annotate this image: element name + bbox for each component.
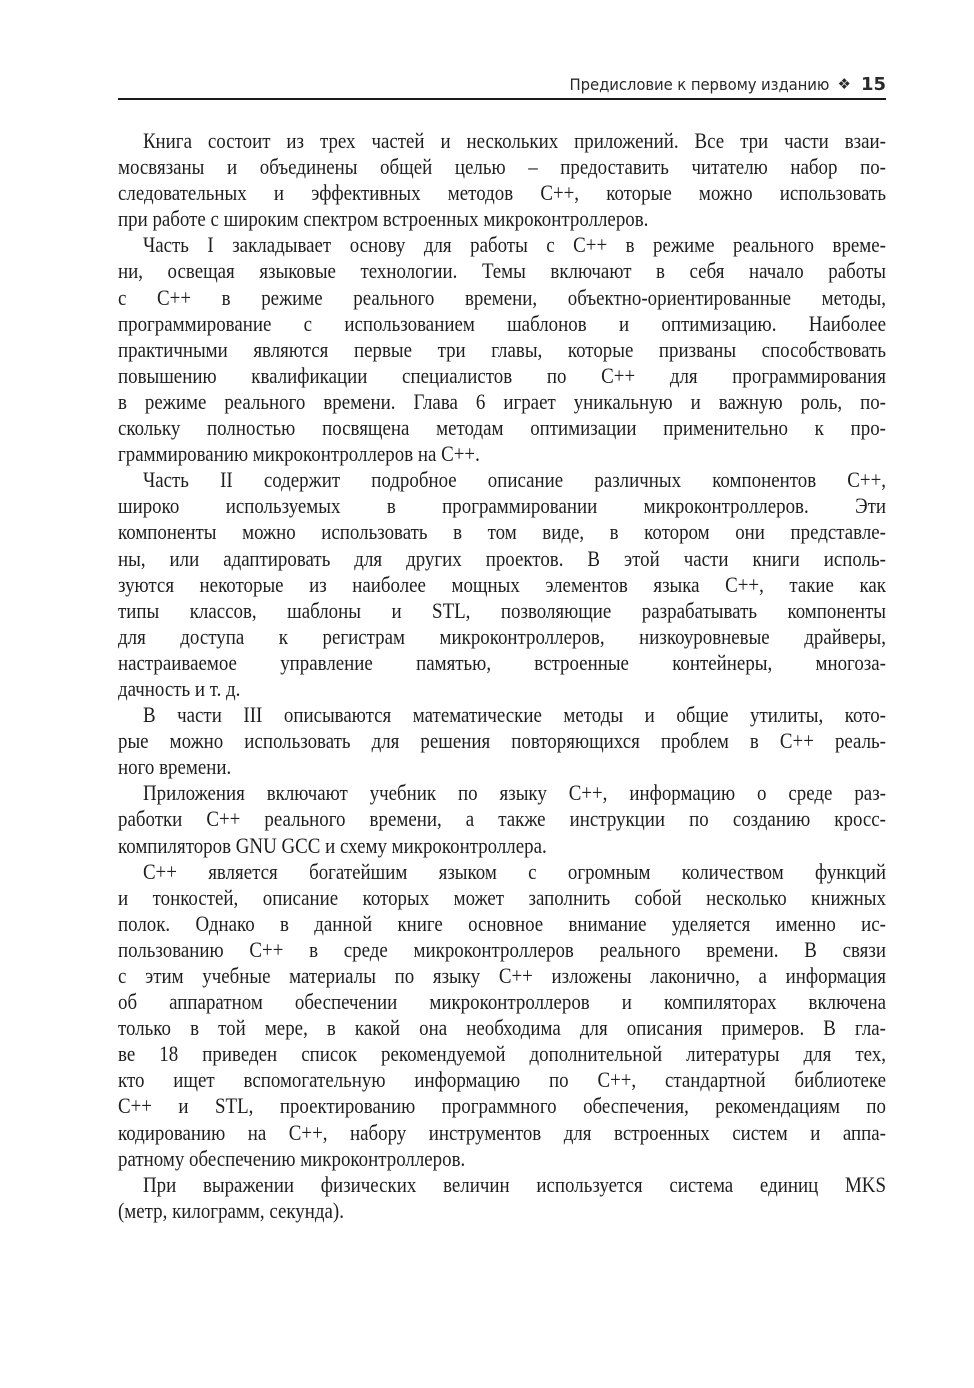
text-line: компиляторов GNU GCC и схему микроконтроллера. [118, 832, 547, 858]
text-line: зуются некоторые из наиболее мощных элементов языка C++, такие как [118, 571, 886, 597]
text-line: C++ и STL, проектированию программного обеспечения, рекомендациям по [118, 1093, 886, 1119]
text-line: при работе с широким спектром встроенных микроконтроллеров. [118, 206, 649, 232]
text-line: мосвязаны и объединены общей целью – предоставить читателю набор по- [118, 154, 886, 180]
paragraph-2 [118, 232, 886, 467]
text-line: об аппаратном обеспечении микроконтроллеров и компиляторах включена [118, 989, 886, 1015]
text-line: программирование с использованием шаблонов и оптимизацию. Наиболее [118, 310, 886, 336]
ornament-icon: ❖ [837, 75, 851, 93]
text-line: типы классов, шаблоны и STL, позволяющие разрабатывать компоненты [118, 597, 886, 623]
running-header [118, 70, 886, 100]
text-line: с этим учебные материалы по языку C++ изложены лаконично, а информация [118, 963, 886, 988]
text-line: Часть II содержит подробное описание различных компонентов C++, [142, 467, 886, 493]
text-line: При выражении физических величин используется система единиц MKS [142, 1171, 886, 1197]
text-line: настраиваемое управление памятью, встроенные контейнеры, многоза- [118, 649, 886, 675]
paragraph-4 [118, 702, 886, 780]
text-line: дачность и т. д. [118, 675, 241, 701]
text-line: компоненты можно использовать в том виде, в котором они представле- [118, 519, 886, 545]
text-line: и тонкостей, описание которых может заполнить собой несколько книжных [118, 884, 886, 910]
paragraph-6 [118, 859, 886, 1172]
text-line: В части III описываются математические методы и общие утилиты, кото- [142, 702, 886, 728]
text-line: ни, освещая языковые технологии. Темы включают в себя начало работы [118, 258, 886, 284]
text-line: ратному обеспечению микроконтроллеров. [118, 1145, 466, 1171]
running-header-title: Предисловие к первому изданию [569, 74, 830, 94]
text-line: Приложения включают учебник по языку C++, информацию о среде раз- [142, 780, 886, 806]
text-line: пользованию C++ в среде микроконтроллеров реального времени. В связи [118, 936, 886, 962]
text-line: для доступа к регистрам микроконтроллеров, низкоуровневые драйверы, [118, 623, 886, 649]
paragraph-3 [118, 467, 886, 702]
paragraph-7 [118, 1172, 886, 1224]
text-line: следовательных и эффективных методов C++, которые можно использовать [118, 180, 886, 206]
text-line: ве 18 приведен список рекомендуемой дополнительной литературы для тех, [118, 1041, 886, 1067]
text-line: ного времени. [118, 754, 232, 780]
text-line: C++ является богатейшим языком с огромным количеством функций [142, 858, 886, 884]
text-line: широко используемых в программировании микроконтроллеров. Эти [118, 493, 886, 519]
text-line: ны, или адаптировать для других проектов. В этой части книги исполь- [118, 545, 886, 571]
text-line: только в той мере, в какой она необходима для описания примеров. В гла- [118, 1015, 886, 1041]
text-line: скольку полностью посвящена методам оптимизации применительно к про- [118, 415, 886, 441]
body-text [118, 128, 886, 1224]
text-line: в режиме реального времени. Глава 6 играет уникальную и важную роль, по- [118, 388, 886, 414]
text-line: граммированию микроконтроллеров на C++. [118, 441, 480, 467]
text-line: Книга состоит из трех частей и нескольких приложений. Все три части взаи- [142, 128, 886, 153]
text-line: Часть I закладывает основу для работы с C++ в режиме реального време- [142, 232, 886, 258]
text-line: повышению квалификации специалистов по C++ для программирования [118, 362, 886, 388]
page-number: 15 [860, 73, 886, 95]
text-line: (метр, килограмм, секунда). [118, 1197, 344, 1223]
text-line: практичными являются первые три главы, которые призваны способствовать [118, 336, 886, 362]
paragraph-1 [118, 128, 886, 232]
text-line: рые можно использовать для решения повторяющихся проблем в C++ реаль- [118, 728, 886, 754]
text-line: кодированию на C++, набору инструментов для встроенных систем и аппа- [118, 1119, 886, 1145]
text-line: кто ищет вспомогательную информацию по C++, стандартной библиотеке [118, 1067, 886, 1093]
paragraph-5 [118, 780, 886, 858]
text-line: работки C++ реального времени, а также инструкции по созданию кросс- [118, 806, 886, 832]
text-line: полок. Однако в данной книге основное внимание уделяется именно ис- [118, 910, 886, 936]
text-line: с C++ в режиме реального времени, объектно-ориентированные методы, [118, 284, 886, 310]
